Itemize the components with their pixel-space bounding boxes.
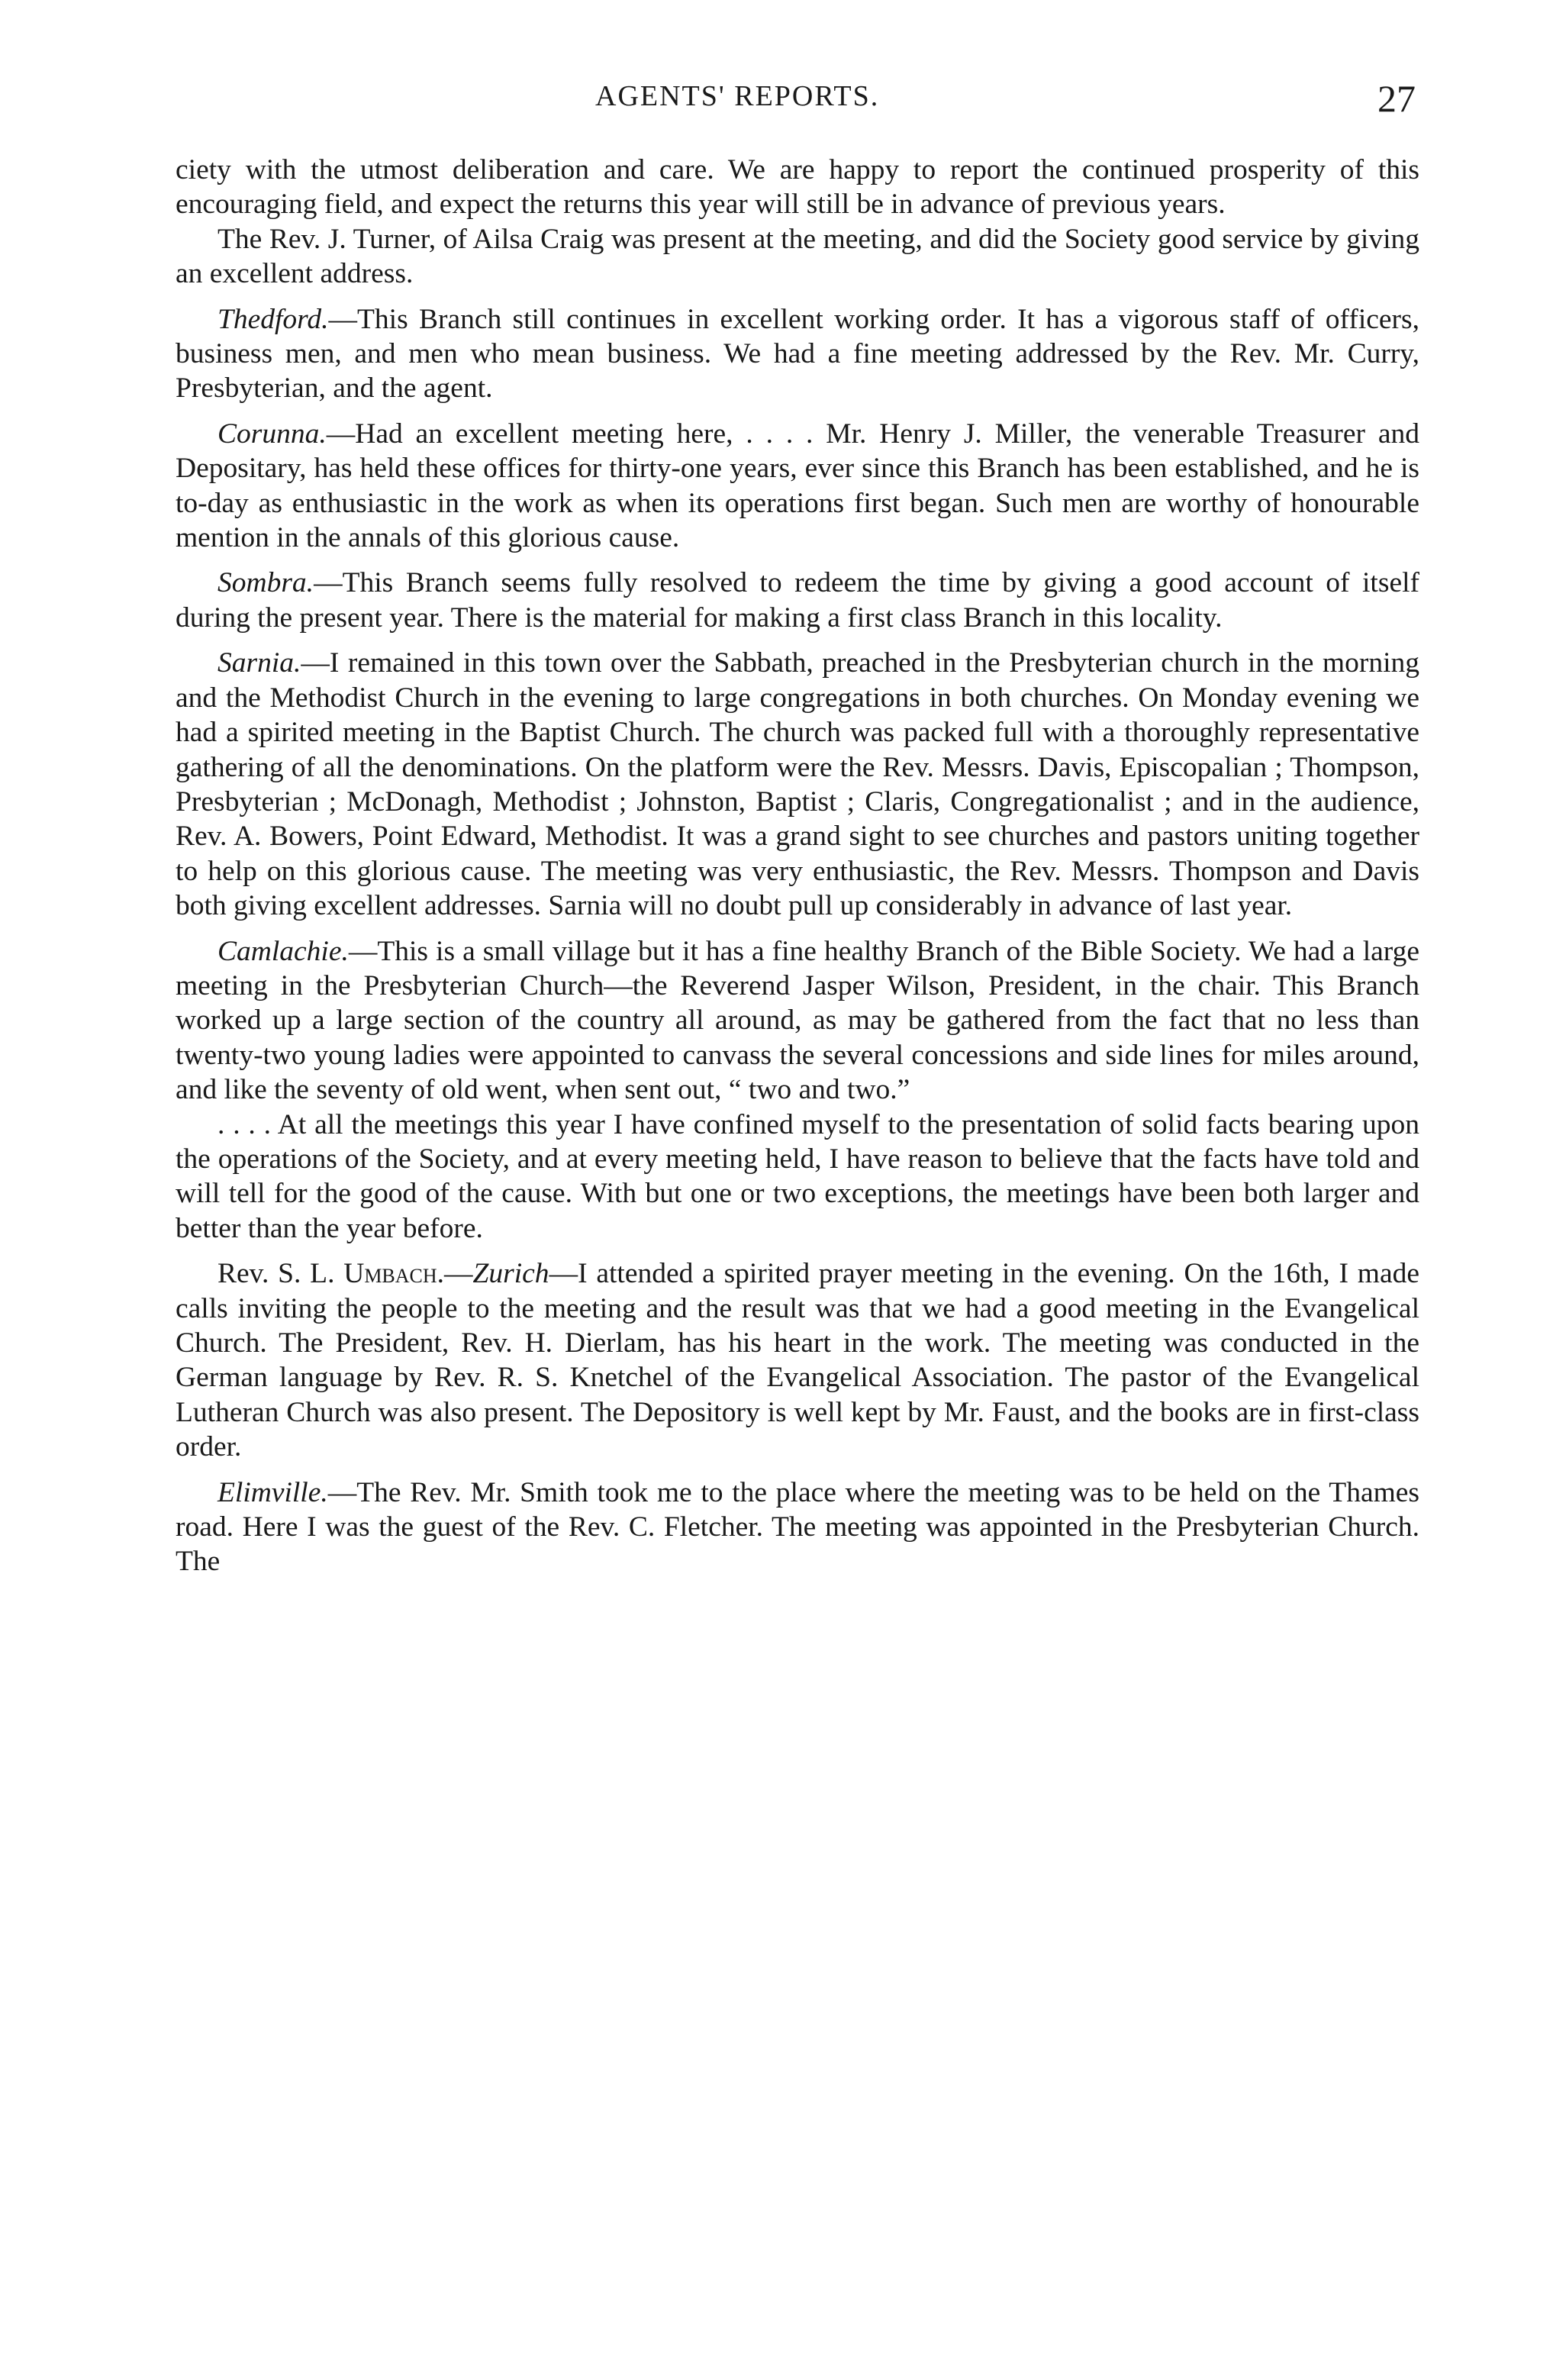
paragraph-text: —This Branch seems fully resolved to redeem the time by giving a good account of itself during the present year. There is the material for making a first class Branch in this locality. (176, 567, 1419, 634)
paragraph-text: —Had an excellent meeting here, . . . . Mr. Henry J. Miller, the venerable Treasurer and Depositary, has held these offices for thirty-one years, ever since this Branch has been established, and he is to-day as enthusiastic in the work as when its operations first began. Such men are worthy of honourable mention in the annals of this glorious cause. (176, 418, 1419, 554)
place-heading: Camlachie. (217, 935, 349, 967)
place-heading: Sombra. (217, 567, 314, 599)
paragraph-corunna (176, 417, 1419, 556)
paragraph-text: —I remained in this town over the Sabbath, preached in the Presbyterian church in the morning and the Methodist Church in the evening to large congregations in both churches. On Monday evening we had a spirited meeting in the Baptist Church. The church was packed full with a thoroughly representative gathering of all the denominations. On the platform were the Rev. Messrs. Davis, Episcopalian ; Thompson, Presbyterian ; McDonagh, Methodist ; Johnston, Baptist ; Claris, Congregationalist ; and in the audience, Rev. A. Bowers, Point Edward, Methodist. It was a grand sight to see churches and pastors uniting together to help on this glorious cause. The meeting was very enthusiastic, the Rev. Messrs. Thompson and Davis both giving excellent addresses. Sarnia will no doubt pull up considerably in advance of last year. (176, 647, 1419, 922)
place-heading: Elimville. (217, 1476, 328, 1508)
paragraph-continuation (176, 153, 1419, 222)
paragraph-ailsa-craig (176, 222, 1419, 292)
agent-title: Rev. S. L. (217, 1258, 344, 1290)
paragraph-text: —The Rev. Mr. Smith took me to the place where the meeting was to be held on the Thames road. Here I was the guest of the Rev. C. Fletcher. The meeting was appointed in the Presbyterian Church. The (176, 1476, 1419, 1578)
paragraph-zurich (176, 1256, 1419, 1464)
paragraph-thedford (176, 302, 1419, 406)
page-number: 27 (1377, 77, 1416, 120)
running-head (0, 76, 1435, 122)
place-heading: Thedford. (217, 303, 329, 335)
dash: — (444, 1258, 473, 1290)
paragraph-text: —This Branch still continues in excellent working order. It has a vigorous staff of officers, business men, and men who mean business. We had a fine meeting addressed by the Rev. Mr. Curry, Presbyterian, and the agent. (176, 303, 1419, 405)
agent-name: Umbach. (343, 1258, 445, 1290)
paragraph-text: . . . . At all the meetings this year I have confined myself to the presentation of solid facts bearing upon the operations of the Society, and at every meeting held, I have reason to believe that the facts have told and will tell for the good of the cause. With but one or two exceptions, the meetings have been both larger and better than the year before. (176, 1108, 1419, 1244)
paragraph-summary (176, 1108, 1419, 1246)
paragraph-sarnia (176, 646, 1419, 923)
place-heading: Corunna. (217, 418, 327, 450)
paragraph-camlachie (176, 934, 1419, 1108)
paragraph-text: The Rev. J. Turner, of Ailsa Craig was present at the meeting, and did the Society good service by giving an excellent address. (176, 223, 1419, 290)
paragraph-sombra (176, 566, 1419, 635)
place-heading: Sarnia. (217, 647, 301, 679)
paragraph-elimville (176, 1475, 1419, 1579)
paragraph-text: ciety with the utmost deliberation and care. We are happy to report the continued prosperity of this encouraging field, and expect the returns this year will still be in advance of previous years. (176, 154, 1419, 221)
place-heading: Zurich (472, 1258, 549, 1290)
paragraph-text: —This is a small village but it has a fine healthy Branch of the Bible Society. We had a large meeting in the Presbyterian Church—the Reverend Jasper Wilson, President, in the chair. This Branch worked up a large section of the country all around, as may be gathered from the fact that no less than twenty-two young ladies were appointed to canvass the several concessions and side lines for miles around, and like the seventy of old went, when sent out, “ two and two.” (176, 935, 1419, 1106)
body-text (176, 153, 1419, 1579)
running-title: AGENTS' REPORTS. (595, 80, 880, 112)
paragraph-text: —I attended a spirited prayer meeting in the evening. On the 16th, I made calls inviting the people to the meeting and the result was that we had a good meeting in the Evangelical Church. The President, Rev. H. Dierlam, has his heart in the work. The meeting was conducted in the German language by Rev. R. S. Knetchel of the Evangelical Association. The pastor of the Evangelical Lutheran Church was also present. The Depository is well kept by Mr. Faust, and the books are in first-class order. (176, 1258, 1419, 1463)
